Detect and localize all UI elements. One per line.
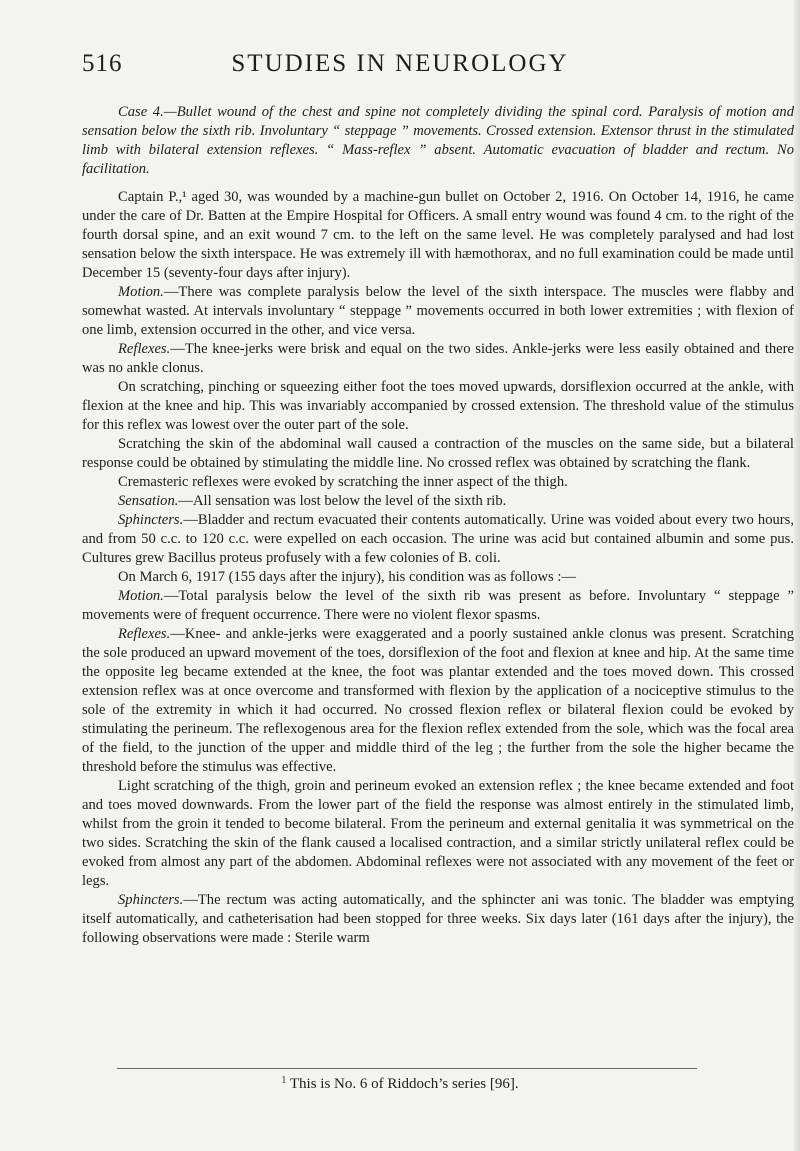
paragraph: [82, 473, 794, 492]
paragraph: [82, 283, 794, 340]
paragraph: [82, 625, 794, 777]
paragraph-text: —Bladder and rectum evacuated their contents automatically. Urine was voided about every two hours, and from 50 c.c. to 120 c.c. were expelled on each occasion. The urine was acid but contained albumin and some pus. Cultures grew Bacillus proteus profusely with a few colonies of B. coli.: [82, 512, 794, 566]
paragraph: [82, 587, 794, 625]
paragraph-text: On March 6, 1917 (155 days after the injury), his condition was as follows :—: [118, 569, 577, 585]
paragraph-list: [82, 188, 794, 948]
page-number: 516: [82, 50, 123, 77]
paragraph-text: Light scratching of the thigh, groin and perineum evoked an extension reflex ; the knee became extended and foot and toes moved downwards. From the lower part of the field the response was almost entirely in the stimulated limb, whilst from the groin it tended to become bilateral. From the perineum and external genitalia it was symmetrical on the two sides. Scratching the skin of the flank caused a localised contraction, and a similar strictly unilateral reflex could be evoked from almost any part of the abdomen. Abdominal reflexes were not associated with any movement of the feet or legs.: [82, 778, 794, 889]
body-text: [82, 103, 794, 948]
paragraph-heading: Sensation.: [118, 493, 179, 509]
page-header: [0, 50, 800, 90]
paragraph-text: On scratching, pinching or squeezing either foot the toes moved upwards, dorsiflexion occurred at the ankle, with flexion at the knee and hip. This was invariably accompanied by crossed extension. The threshold value of the stimulus for this reflex was lowest over the outer part of the sole.: [82, 379, 794, 433]
paragraph: [82, 568, 794, 587]
paragraph-heading: Reflexes.: [118, 341, 171, 357]
footnote-rule: [117, 1068, 697, 1069]
paragraph-heading: Sphincters.: [118, 892, 184, 908]
paragraph-text: Scratching the skin of the abdominal wall caused a contraction of the muscles on the same side, but a bilateral response could be obtained by stimulating the middle line. No crossed reflex was obtained by scratching the flank.: [82, 436, 794, 471]
paragraph-text: —The rectum was acting automatically, and the sphincter ani was tonic. The bladder was emptying itself automatically, and catheterisation had been stopped for three weeks. Six days later (161 days after the injury), the following observations were made : Sterile warm: [82, 892, 794, 946]
case-label: Case 4.—: [118, 104, 177, 120]
paragraph: [82, 435, 794, 473]
paragraph-heading: Reflexes.: [118, 626, 171, 642]
paragraph-text: —Total paralysis below the level of the sixth rib was present as before. Involuntary “ steppage ” movements were of frequent occurrence. There were no violent flexor spasms.: [82, 588, 794, 623]
paragraph-text: —The knee-jerks were brisk and equal on the two sides. Ankle-jerks were less easily obtained and there was no ankle clonus.: [82, 341, 794, 376]
paragraph-heading: Motion.: [118, 284, 164, 300]
footnote-marker: 1: [281, 1075, 287, 1086]
paragraph-text: —Knee- and ankle-jerks were exaggerated and a poorly sustained ankle clonus was present. Scratching the sole produced an upward movement of the toes, dorsiflexion of the foot and flexion at knee and hip. At the same time the opposite leg became extended at the knee, the foot was plantar extended and the toes moved down. This crossed extension reflex was at once overcome and transformed with flexion by the application of a nociceptive stimulus to the sole of the extremity in which it had occurred. No crossed flexion reflex or bilateral flexion could be evoked by stimulating the perineum. The reflexogenous area for the flexion reflex extended from the sole, which was the focal area of the field, to the junction of the upper and middle third of the leg ; the further from the sole the higher became the threshold before the stimulus was effective.: [82, 626, 794, 775]
running-head: STUDIES IN NEUROLOGY: [231, 50, 569, 77]
paragraph: [82, 891, 794, 948]
paragraph-text: —There was complete paralysis below the level of the sixth interspace. The muscles were flabby and somewhat wasted. At intervals involuntary “ steppage ” movements occurred in both lower extremities ; with flexion of one limb, extension occurred in the other, and vice versa.: [82, 284, 794, 338]
footnote: [0, 1075, 800, 1093]
paragraph-heading: Motion.: [118, 588, 164, 604]
page-edge: [794, 0, 800, 1151]
paragraph-heading: Sphincters.: [118, 512, 184, 528]
paragraph: [82, 378, 794, 435]
paragraph: [82, 188, 794, 283]
footnote-text: This is No. 6 of Riddoch’s series [96].: [289, 1076, 519, 1092]
case-summary-text: Bullet wound of the chest and spine not completely dividing the spinal cord. Paralysis of motion and sensation below the sixth rib. Involuntary “ steppage ” movements. Crossed extension. Extensor thrust in the stimulated limb with bilateral extension reflexes. “ Mass-reflex ” absent. Automatic evacuation of bladder and rectum. No facilitation.: [82, 104, 794, 177]
paragraph: [82, 511, 794, 568]
paragraph-text: —All sensation was lost below the level of the sixth rib.: [178, 493, 507, 509]
paragraph: [82, 777, 794, 891]
paragraph: [82, 340, 794, 378]
paragraph-text: Cremasteric reflexes were evoked by scratching the inner aspect of the thigh.: [118, 474, 568, 490]
paragraph: [82, 492, 794, 511]
case-summary: [82, 103, 794, 179]
paragraph-text: Captain P.,¹ aged 30, was wounded by a machine-gun bullet on October 2, 1916. On October 14, 1916, he came under the care of Dr. Batten at the Empire Hospital for Officers. A small entry wound was found 4 cm. to the right of the fourth dorsal spine, and an exit wound 7 cm. to the left on the same level. He was completely paralysed and had lost sensation below the sixth interspace. He was extremely ill with hæmothorax, and no full examination could be made until December 15 (seventy-four days after injury).: [82, 189, 794, 281]
